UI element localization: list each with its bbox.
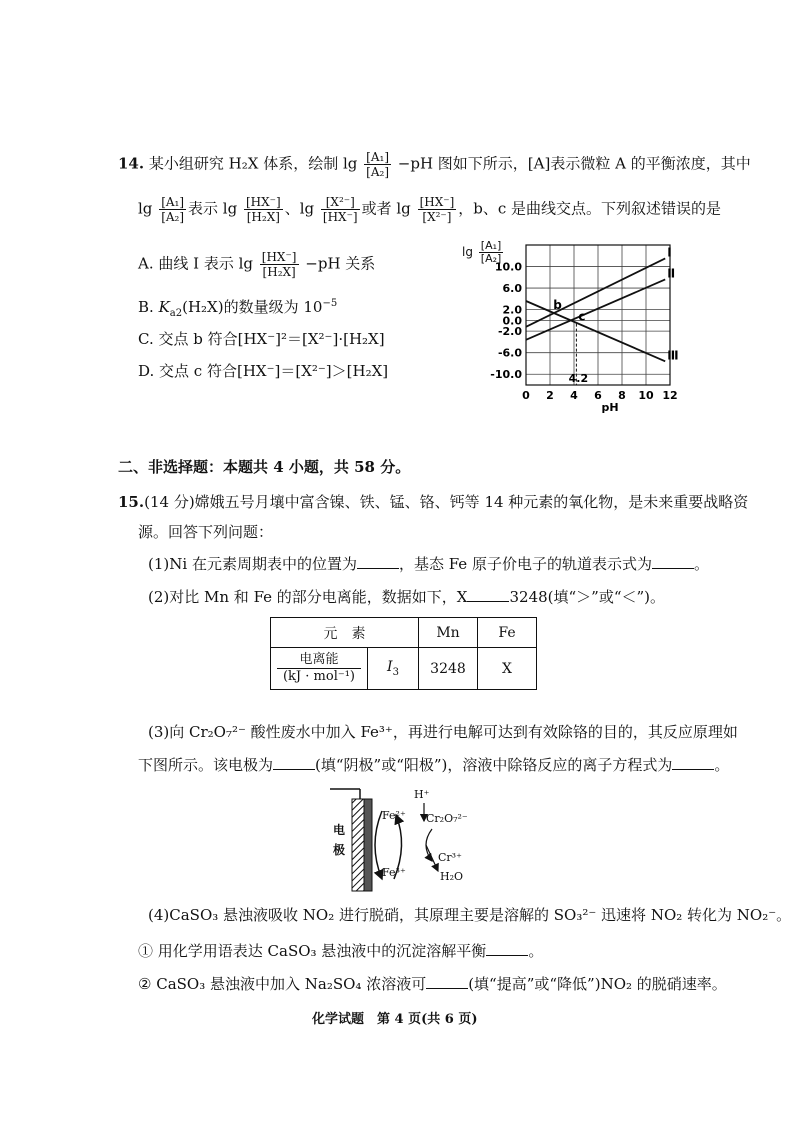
fraction-numerator: [A₁]: [161, 195, 185, 209]
q14-line2-text1: 表示 lg: [188, 199, 238, 218]
fraction-numerator: [A₁]: [480, 239, 502, 252]
q14-fraction-1: [159, 195, 186, 224]
electrode-label: [333, 820, 345, 860]
label-cr3: Cr³⁺: [438, 851, 462, 864]
answer-blank[interactable]: [357, 554, 399, 569]
q14-option-b: [138, 296, 337, 319]
label-cr2o7: Cr₂O₇²⁻: [426, 812, 468, 825]
extra-tick-label: 4.2: [568, 372, 589, 385]
x-tick-label: 8: [618, 389, 626, 402]
q14-line2-text3: 或者 lg: [361, 199, 411, 218]
table-header-fe: Fe: [478, 618, 537, 648]
q15-stem-line2: 源。回答下列问题：: [138, 523, 274, 541]
part2-text-b: 3248(填“＞”或“＜”)。: [509, 588, 666, 606]
y-tick-label: 6.0: [502, 282, 522, 296]
table-cell-fe-value: X: [478, 648, 537, 690]
electrode-surface: [364, 799, 372, 891]
i-subscript: 3: [392, 666, 399, 678]
label-fe2: Fe²⁺: [382, 809, 406, 822]
fraction-numerator: [HX⁻]: [419, 195, 455, 209]
q14-fraction-3: [321, 195, 360, 224]
chart-xlabel: pH: [601, 401, 619, 414]
q14-stem-text2: −pH 图如下所示，[A]表示微粒 A 的平衡浓度，其中: [397, 154, 751, 173]
series-label: Ⅲ: [667, 348, 679, 363]
part4-1-text-a: ① 用化学用语表达 CaSO₃ 悬浊液中的沉淀溶解平衡: [138, 942, 487, 960]
y-tick-label: 0.0: [502, 314, 522, 328]
part1-text-c: 。: [693, 555, 709, 573]
part1-text-b: ，基态 Fe 原子价电子的轨道表示式为: [398, 555, 652, 573]
table-row-label: [271, 648, 368, 690]
fraction-denominator: [A₂]: [480, 252, 502, 265]
q15-number: 15.: [118, 493, 145, 511]
answer-blank[interactable]: [652, 554, 694, 569]
option-a-text2: −pH 关系: [305, 254, 376, 273]
part3-text-b: 下图所示。该电极为: [138, 756, 274, 774]
option-b-sub: a2: [169, 308, 183, 319]
option-b-text1: B.: [138, 298, 159, 316]
q15-part4: (4)CaSO₃ 悬浊液吸收 NO₂ 进行脱硝，其原理主要是溶解的 SO₃²⁻ 迅速将 NO₂ 转化为 NO₂⁻。: [148, 906, 792, 924]
table-header-element: 元 素: [271, 618, 419, 648]
fraction-numerator: [HX⁻]: [245, 195, 281, 209]
page-footer: 化学试题 第 4 页(共 6 页): [312, 1012, 478, 1027]
point-label: c: [578, 309, 586, 324]
part4-2-text-a: ② CaSO₃ 悬浊液中加入 Na₂SO₄ 浓溶液可: [138, 975, 427, 993]
part1-text-a: (1)Ni 在元素周期表中的位置为: [148, 555, 357, 573]
x-tick-label: 2: [546, 389, 554, 402]
x-tick-label: 0: [522, 389, 530, 402]
fraction-numerator: [X²⁻]: [321, 195, 360, 210]
table-cell-i3: [368, 648, 419, 690]
q15-part3-line1: (3)向 Cr₂O₇²⁻ 酸性废水中加入 Fe³⁺，再进行电解可达到有效除铬的目的，其反应原理如: [148, 723, 738, 741]
part3-text-d: 。: [714, 756, 730, 774]
answer-blank[interactable]: [467, 587, 509, 602]
arrow-h2o: [426, 845, 438, 871]
q15-stem-text1: (14 分)嫦娥五号月壤中富含镍、铁、锰、铬、钙等 14 种元素的氧化物，是未来重要战略资: [144, 493, 749, 511]
y-tick-label: 2.0: [502, 303, 522, 317]
q14-line2-text4: ，b、c 是曲线交点。下列叙述错误的是: [458, 199, 722, 218]
electrode-diagram: [320, 785, 500, 895]
q15-part4-2: [138, 973, 727, 994]
fraction-denominator: [A₂]: [366, 165, 389, 179]
option-a-text1: A. 曲线 Ⅰ 表示 lg: [138, 254, 253, 273]
q15-part3-line2: [138, 754, 729, 775]
electrode-label-2: 极: [333, 843, 346, 857]
y-tick-label: -6.0: [497, 346, 522, 360]
q14-option-c: C. 交点 b 符合[HX⁻]²＝[X²⁻]·[H₂X]: [138, 330, 385, 348]
label-fe3: Fe³⁺: [382, 866, 406, 879]
q14-number: 14.: [118, 154, 145, 173]
ph-chart: [440, 240, 700, 420]
fraction-denominator: [HX⁻]: [322, 210, 358, 224]
q15-part4-1: [138, 940, 543, 961]
q14-line2-text2: 、lg: [284, 199, 315, 218]
fraction-numerator: [HX⁻]: [261, 250, 297, 264]
section2-title: 二、非选择题：本题共 4 小题，共 58 分。: [118, 458, 411, 476]
point-label: b: [553, 297, 562, 312]
electrode-plate: [352, 799, 364, 891]
q14-option-d: D. 交点 c 符合[HX⁻]＝[X²⁻]＞[H₂X]: [138, 362, 389, 380]
arrow-fe3-to-fe2: [375, 811, 382, 879]
q15-stem-line1: [118, 491, 748, 512]
x-tick-label: 6: [594, 389, 602, 402]
q15-part1: [148, 553, 709, 574]
fraction-denominator: [H₂X]: [246, 210, 280, 224]
option-b-sup: −5: [322, 298, 338, 309]
y-tick-label: -2.0: [497, 325, 522, 339]
table-row: [271, 618, 537, 648]
part4-1-text-b: 。: [528, 942, 544, 960]
series-line: [526, 258, 665, 326]
table-cell-mn-value: 3248: [419, 648, 478, 690]
label-h-plus: H⁺: [414, 788, 430, 801]
i-symbol: I: [387, 659, 393, 676]
x-tick-label: 10: [638, 389, 654, 402]
option-b-text2: (H₂X)的数量级为 10: [182, 298, 323, 316]
option-a-fraction: [260, 250, 299, 279]
q15-part2: [148, 586, 665, 607]
q14-stem-text1: 某小组研究 H₂X 体系，绘制 lg: [148, 154, 358, 173]
answer-blank[interactable]: [486, 941, 528, 956]
part3-text-c: (填“阴极”或“阳极”)，溶液中除铬反应的离子方程式为: [315, 756, 673, 774]
fraction-denominator: [H₂X]: [262, 265, 296, 279]
fraction-denominator: [X²⁻]: [422, 210, 452, 224]
q14-fraction-4: [418, 195, 457, 224]
table-header-mn: Mn: [419, 618, 478, 648]
series-label: Ⅰ: [667, 245, 672, 260]
x-tick-label: 12: [662, 389, 678, 402]
x-tick-label: 4: [570, 389, 578, 402]
row-label-line2: (kJ · mol⁻¹): [282, 669, 355, 684]
fraction-numerator: [A₁]: [366, 150, 389, 164]
answer-blank[interactable]: [672, 755, 714, 770]
q14-option-a: [138, 250, 375, 279]
q14-fraction-2: [244, 195, 283, 224]
q14-stem-line1: [118, 150, 751, 179]
q14-main-fraction: [364, 150, 391, 179]
q14-stem-line2: [138, 195, 721, 224]
label-h2o: H₂O: [440, 870, 464, 883]
q14-lg-label: lg: [138, 199, 153, 218]
fraction-denominator: [A₂]: [161, 210, 185, 224]
row-label-line1: 电离能: [277, 652, 361, 669]
part2-text-a: (2)对比 Mn 和 Fe 的部分电离能，数据如下，X: [148, 588, 468, 606]
answer-blank[interactable]: [273, 755, 315, 770]
answer-blank[interactable]: [426, 974, 468, 989]
y-tick-label: -10.0: [490, 368, 522, 382]
option-b-k: K: [158, 298, 170, 316]
chart-ylabel-lg: lg: [462, 245, 473, 259]
part4-2-text-b: (填“提高”或“降低”)NO₂ 的脱硝速率。: [468, 975, 727, 993]
ionization-energy-table: [270, 617, 537, 690]
electrode-label-1: 电: [333, 823, 346, 837]
series-label: Ⅱ: [667, 266, 676, 281]
table-row: [271, 648, 537, 690]
y-tick-label: 10.0: [494, 260, 522, 274]
